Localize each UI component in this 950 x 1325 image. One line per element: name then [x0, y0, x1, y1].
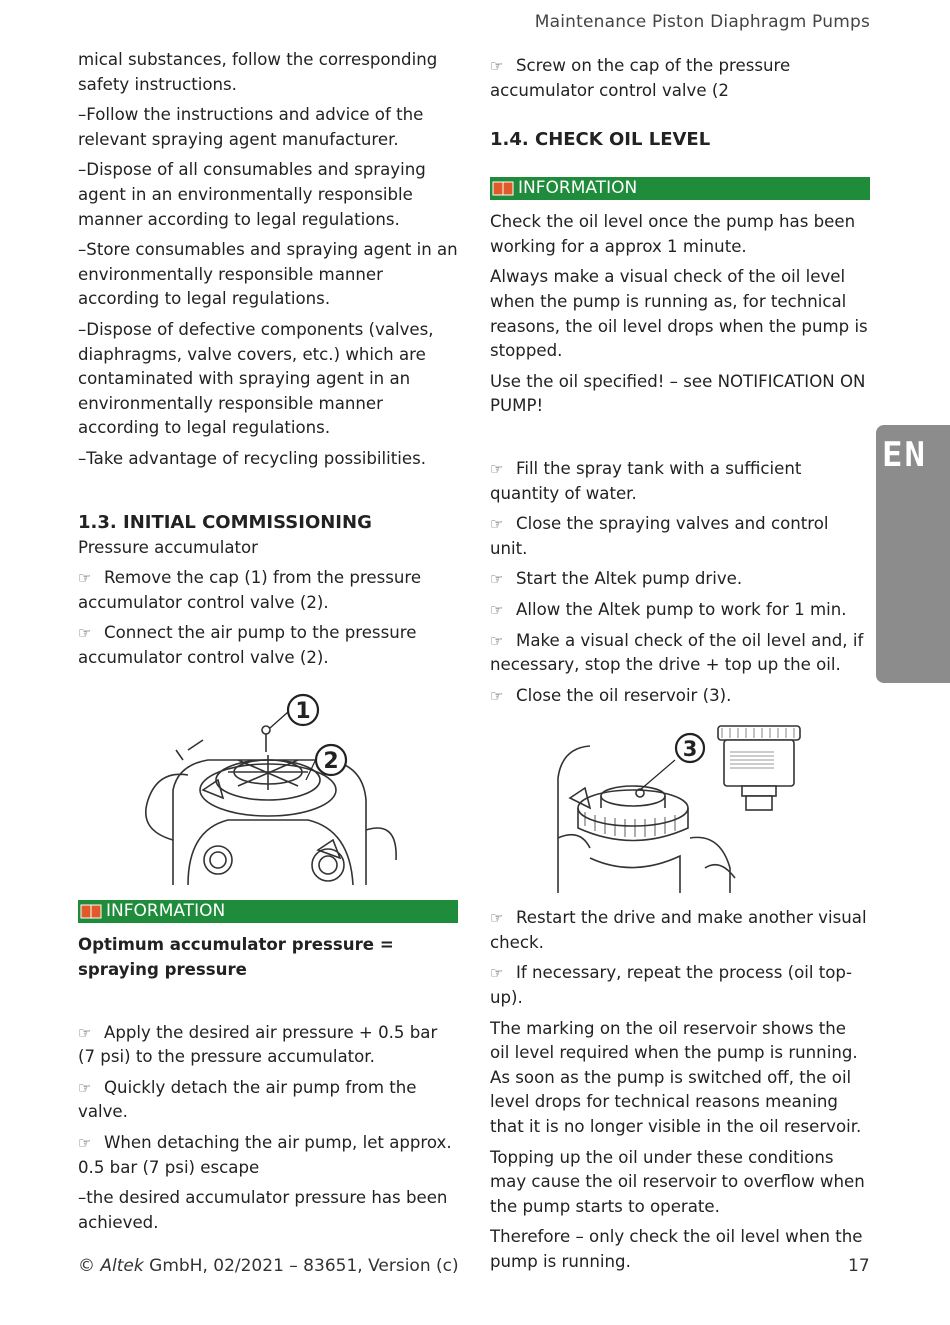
information-banner: [78, 900, 458, 923]
pointing-hand-icon: ☞: [490, 686, 504, 705]
step-item: ☞ Allow the Altek pump to work for 1 min.: [490, 598, 870, 623]
left-column: [78, 48, 458, 1241]
paragraph: –Dispose of all consumables and spraying agent in an environmentally responsible manner according to legal regulations.: [78, 160, 426, 229]
paragraph: –Dispose of defective components (valves, diaphragms, valve covers, etc.) which are contaminated with spraying agent in an environmentally responsible manner according to legal regulations.: [78, 319, 434, 438]
step-item: ☞ Quickly detach the air pump from the valve.: [78, 1077, 417, 1122]
pointing-hand-icon: ☞: [490, 964, 504, 983]
step-item: ☞ Fill the spray tank with a sufficient quantity of water.: [490, 458, 802, 503]
step-item: ☞ Connect the air pump to the pressure accumulator control valve (2).: [78, 623, 417, 667]
paragraph: mical substances, follow the corresponding safety instructions.: [78, 50, 438, 94]
step-item: ☞ Make a visual check of the oil level and, if necessary, stop the drive + top up the oil.: [490, 630, 864, 675]
page-number: 17: [848, 1256, 870, 1276]
pointing-hand-icon: ☞: [490, 515, 504, 534]
step-item: ☞ Close the oil reservoir (3).: [490, 684, 870, 709]
pointing-hand-icon: ☞: [78, 1078, 92, 1097]
copyright-symbol: ©: [78, 1256, 95, 1276]
book-icon: [492, 181, 514, 196]
subtitle: Pressure accumulator: [78, 537, 259, 557]
paragraph: –the desired accumulator pressure has been achieved.: [78, 1188, 448, 1232]
callout-label-1: 1: [295, 699, 311, 725]
pointing-hand-icon: ☞: [490, 600, 504, 619]
paragraph: –Store consumables and spraying agent in an environmentally responsible manner according to legal regulations.: [78, 240, 458, 309]
paragraph: Use the oil specified! – see NOTIFICATION ON PUMP!: [490, 371, 866, 416]
paragraph: Topping up the oil under these conditions may cause the oil reservoir to overflow when the pump starts to operate.: [490, 1147, 865, 1216]
pointing-hand-icon: ☞: [78, 1023, 92, 1042]
pointing-hand-icon: ☞: [490, 57, 504, 75]
pointing-hand-icon: ☞: [78, 569, 92, 588]
language-tab-label: EN: [882, 435, 927, 475]
pointing-hand-icon: ☞: [490, 909, 504, 928]
section-title: 1.4. CHECK OIL LEVEL: [490, 129, 711, 151]
paragraph: –Follow the instructions and advice of the relevant spraying agent manufacturer.: [78, 105, 424, 149]
step-item: ☞ Apply the desired air pressure + 0.5 bar (7 psi) to the pressure accumulator.: [78, 1022, 438, 1067]
step-item: ☞ Remove the cap (1) from the pressure accumulator control valve (2).: [78, 568, 422, 612]
footer-text: GmbH, 02/2021 – 83651, Version (c): [149, 1256, 459, 1276]
pointing-hand-icon: ☞: [490, 570, 504, 589]
pointing-hand-icon: ☞: [78, 1134, 92, 1153]
paragraph: Therefore – only check the oil level when the pump is running.: [490, 1227, 863, 1271]
step-item: ☞ Close the spraying valves and control unit.: [490, 514, 829, 558]
step-item: ☞ When detaching the air pump, let approx. 0.5 bar (7 psi) escape: [78, 1133, 452, 1177]
pressure-accumulator-valve-figure: [78, 680, 458, 890]
language-tab: [876, 425, 950, 683]
pointing-hand-icon: ☞: [490, 631, 504, 650]
information-label: INFORMATION: [518, 178, 638, 199]
info-text: Optimum accumulator pressure = spraying pressure: [78, 935, 394, 980]
oil-reservoir-figure: [490, 718, 870, 896]
book-icon: [80, 904, 102, 919]
information-label: INFORMATION: [106, 901, 226, 922]
paragraph: Check the oil level once the pump has been working for a approx 1 minute.: [490, 212, 856, 256]
information-banner: [490, 177, 870, 200]
paragraph: Always make a visual check of the oil level when the pump is running as, for technical reasons, the oil level drops when the pump is stopped.: [490, 267, 868, 361]
footer-copyright: [78, 1256, 459, 1276]
step-item: ☞ If necessary, repeat the process (oil top-up).: [490, 963, 852, 1008]
pointing-hand-icon: ☞: [490, 459, 504, 478]
callout-label-3: 3: [682, 737, 698, 762]
right-column: [490, 48, 870, 1281]
footer-brand: Altek: [100, 1256, 144, 1276]
callout-label-2: 2: [323, 749, 339, 775]
running-header: Maintenance Piston Diaphragm Pumps: [534, 12, 870, 32]
step-item: ☞ Restart the drive and make another visual check.: [490, 908, 867, 952]
section-title: 1.3. INITIAL COMMISSIONING: [78, 511, 372, 533]
step-item: ☞ Start the Altek pump drive.: [490, 567, 870, 592]
paragraph: The marking on the oil reservoir shows the oil level required when the pump is running. As soon as the pump is switched off, the oil level drops for technical reasons meaning that it is no longer visible in the oil reservoir.: [490, 1018, 862, 1137]
paragraph: –Take advantage of recycling possibilities.: [78, 448, 426, 468]
step-item: ☞ Screw on the cap of the pressure accumulator control valve (2: [490, 56, 791, 100]
pointing-hand-icon: ☞: [78, 624, 92, 643]
